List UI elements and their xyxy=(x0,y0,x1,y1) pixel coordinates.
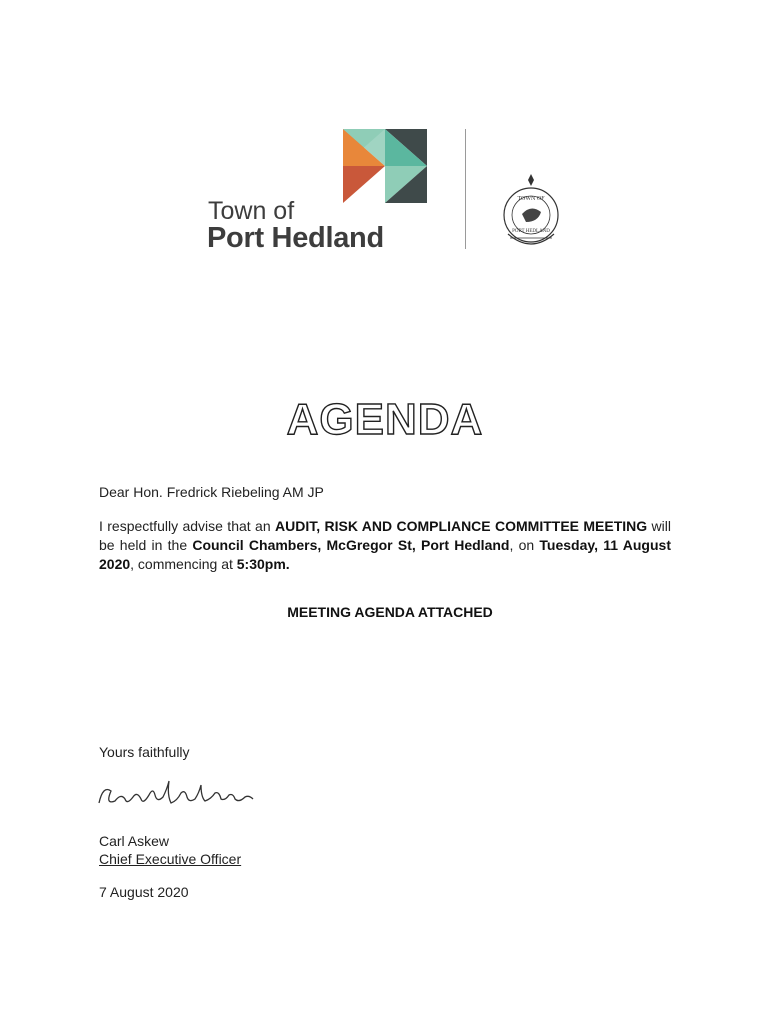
logo-text-port-hedland: Port Hedland xyxy=(207,222,384,254)
meeting-agenda-attached: MEETING AGENDA ATTACHED xyxy=(287,604,493,620)
body-text-3: , on xyxy=(509,537,540,553)
closing: Yours faithfully xyxy=(99,744,190,760)
body-text-2: will be held in the xyxy=(99,518,671,553)
town-seal-icon xyxy=(498,170,564,250)
logo-text-town-of: Town of xyxy=(208,197,295,225)
logo-divider xyxy=(465,129,466,249)
body-meeting-name: AUDIT, RISK AND COMPLIANCE COMMITTEE MEETING xyxy=(275,518,648,534)
page-title: AGENDA xyxy=(286,395,484,444)
body-text-4: , commencing at xyxy=(130,556,237,572)
body-text-1: I respectfully advise that an xyxy=(99,518,275,534)
body-location: Council Chambers, McGregor St, Port Hedland xyxy=(192,537,510,553)
body-date: Tuesday, 11 August 2020 xyxy=(99,537,671,572)
salutation: Dear Hon. Fredrick Riebeling AM JP xyxy=(99,484,324,500)
signature-icon xyxy=(97,775,257,815)
signer-title: Chief Executive Officer xyxy=(99,851,242,867)
logo-mark-icon xyxy=(343,129,427,203)
letter-date: 7 August 2020 xyxy=(99,884,189,900)
signer-name: Carl Askew xyxy=(99,833,170,849)
svg-text:TOWN OF: TOWN OF xyxy=(517,196,545,202)
svg-text:PORT HEDLAND: PORT HEDLAND xyxy=(512,229,550,234)
letter-body xyxy=(99,517,671,574)
body-time: 5:30pm. xyxy=(236,556,290,572)
